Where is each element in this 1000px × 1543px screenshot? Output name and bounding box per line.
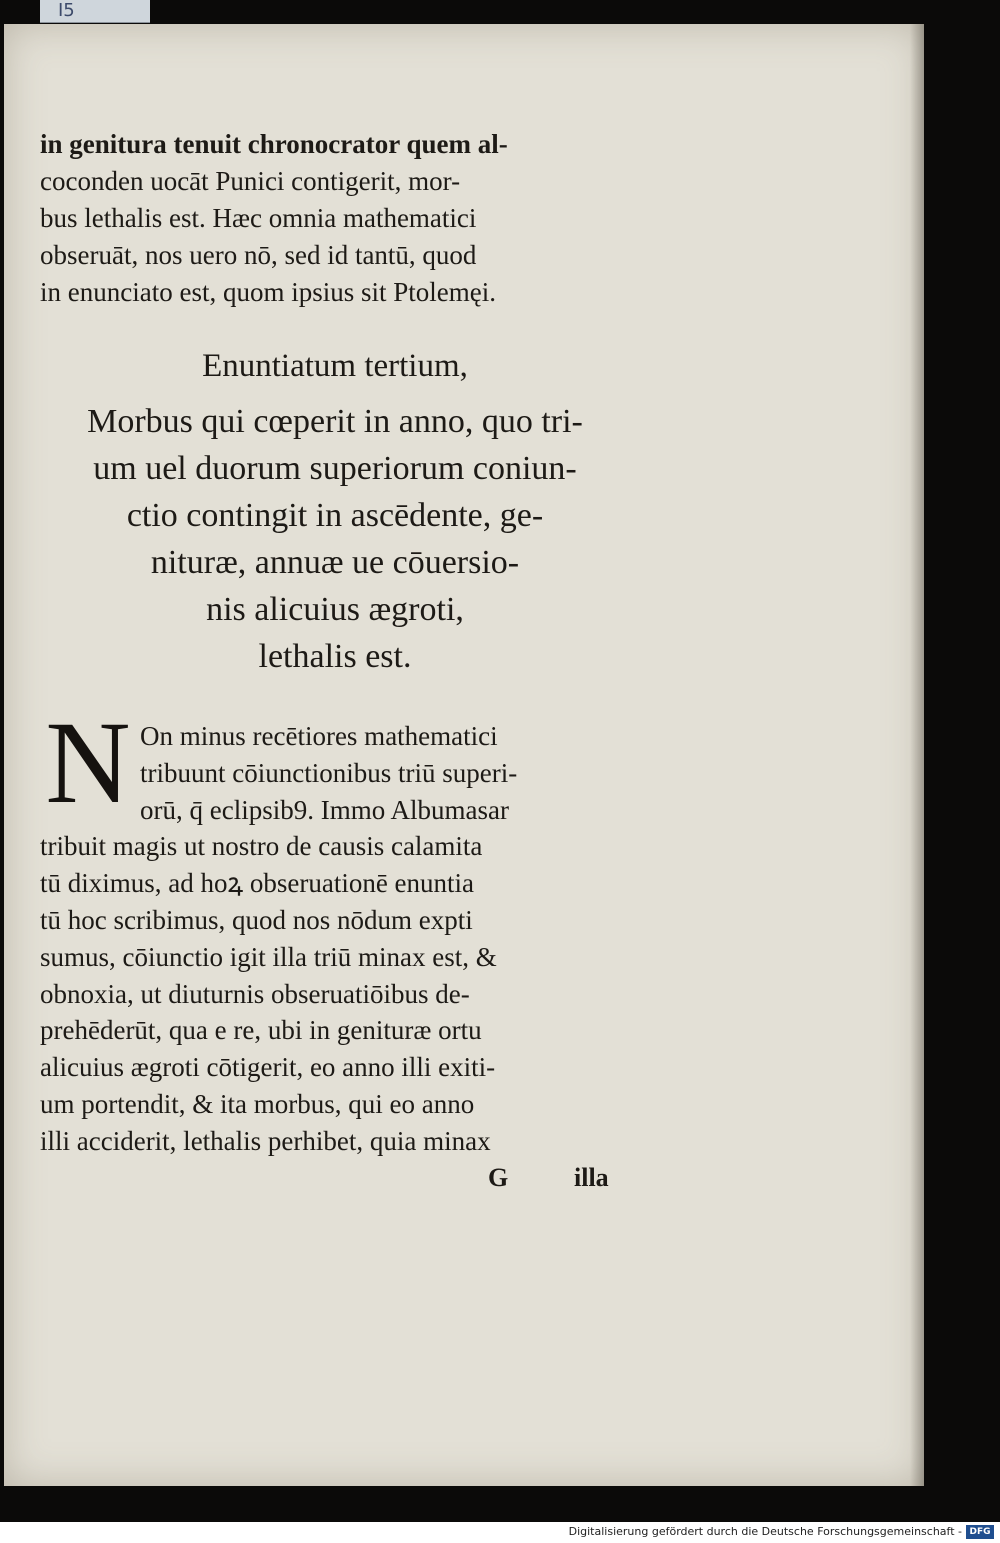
section-heading: Enuntiatum tertium, — [202, 348, 468, 384]
drop-cap-initial: N — [45, 697, 131, 828]
text-line: bus lethalis est. Hæc omnia mathematici — [40, 203, 477, 233]
text-line: ctio contingit in ascēdente, ge- — [126, 497, 544, 534]
text-line: um uel duorum superiorum coniun- — [93, 450, 577, 487]
text-line: obseruāt, nos uero nō, sed id tantū, quod — [40, 240, 477, 270]
text-line: On minus recētiores mathematici — [140, 721, 498, 751]
archive-tab — [40, 0, 150, 23]
commentary-paragraph — [40, 697, 630, 1160]
text-line: Morbus qui cœperit in anno, quo tri- — [87, 403, 583, 440]
text-line: tribuit magis ut nostro de causis calamita — [40, 831, 483, 862]
text-line: tribuunt cōiunctionibus triū superi- — [140, 757, 518, 788]
text-line: alicuius ægroti cōtigerit, eo anno illi exiti- — [40, 1052, 496, 1083]
dfg-logo-icon: DFG — [966, 1525, 994, 1539]
page-number-fragment: I5 — [58, 0, 75, 21]
text-line: coconden uocāt Punici contigerit, mor- — [40, 166, 461, 196]
enunciation-block — [40, 398, 630, 680]
text-line: prehēderūt, qua e re, ubi in genituræ ortu — [40, 1015, 482, 1046]
text-line: illi acciderit, lethalis perhibet, quia minax — [40, 1125, 491, 1156]
text-line: tū hoc scribimus, quod nos nōdum expti — [40, 904, 473, 935]
catchword: illa — [574, 1163, 609, 1192]
text-line: in enunciato est, quom ipsius sit Ptolemęi. — [40, 277, 496, 307]
text-line: orū, q̄ eclipsib9. Immo Albumasar — [140, 794, 509, 825]
continuation-paragraph — [40, 126, 630, 311]
text-line: in genitura tenuit chronocrator quem al- — [40, 129, 508, 159]
text-line: nituræ, annuæ ue cōuersio- — [150, 544, 520, 581]
text-line: nis alicuius ægroti, — [206, 591, 464, 628]
signature-mark: G — [488, 1163, 509, 1192]
text-line: tū diximus, ad hoꝝ obseruationē enuntia — [40, 868, 475, 899]
bleed-through-shadow — [644, 624, 914, 824]
footer-credit-text: Digitalisierung gefördert durch die Deutsche Forschungsgemeinschaft - — [568, 1525, 962, 1538]
text-line: obnoxia, ut diuturnis obseruatiōibus de- — [40, 978, 470, 1009]
text-line: um portendit, & ita morbus, qui eo anno — [40, 1088, 475, 1119]
text-line: lethalis est. — [258, 638, 412, 675]
text-line: sumus, cōiunctio igit illa triū minax est, & — [40, 941, 497, 972]
digitization-footer — [0, 1522, 1000, 1543]
